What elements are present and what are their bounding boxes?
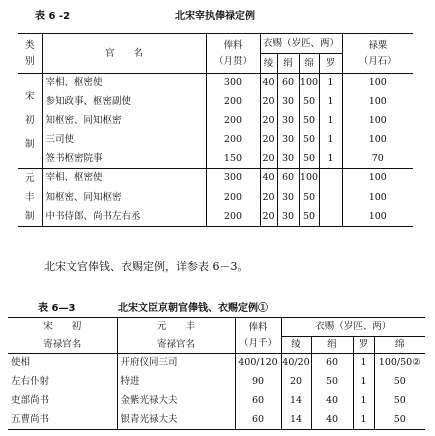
table1-label: 表 6 -2 bbox=[35, 11, 71, 22]
table1-cell-juan: 30 bbox=[277, 112, 299, 131]
table1-group2-label: 元 丰 制 bbox=[24, 173, 35, 222]
table1-cell-mian: 50 bbox=[299, 131, 319, 150]
table2-cell-new: 金紫光禄大夫 bbox=[117, 392, 235, 411]
table1-cell-luo: 1 bbox=[319, 74, 342, 93]
table2-title: 北宋文臣京朝官俸钱、衣赐定例① bbox=[118, 303, 268, 314]
table1-cell-salary: 200 bbox=[206, 207, 260, 226]
table2-cell-ling: 14 bbox=[281, 411, 311, 430]
table1-cell-mian: 50 bbox=[299, 150, 319, 169]
table2-cell-salary: 60 bbox=[235, 392, 281, 411]
table2-cell-luo: 1 bbox=[353, 392, 374, 411]
table1-cell-grain: 100 bbox=[368, 134, 387, 146]
table2-cell-old: 吏部尚书 bbox=[8, 392, 117, 411]
table2-cell-new: 银青光禄大夫 bbox=[117, 411, 235, 430]
table2-cell-ling: 40/20 bbox=[281, 354, 311, 373]
table1-cell-juan: 60 bbox=[277, 74, 299, 93]
table1-cell-mian: 100 bbox=[299, 169, 319, 188]
table1-cell-mian: 100 bbox=[299, 74, 319, 93]
table1-cell-juan: 60 bbox=[277, 169, 299, 188]
table1-cell-luo: 1 bbox=[319, 150, 342, 169]
table1-cell-luo: 1 bbox=[319, 112, 342, 131]
table1-cell-office: 宰相、枢密使 bbox=[42, 74, 206, 93]
table1-header-grain bbox=[342, 34, 413, 74]
table2-cell-juan: 40 bbox=[311, 392, 353, 411]
table1-cell-juan: 30 bbox=[277, 131, 299, 150]
table1-cell-grain: 100 bbox=[368, 115, 387, 127]
table1-cell-ling: 40 bbox=[260, 74, 277, 93]
table1-cell-grain: 100 bbox=[368, 191, 387, 203]
table1-group-label bbox=[18, 169, 42, 227]
table1-caption bbox=[35, 7, 395, 21]
table1-header-luo: 罗 bbox=[319, 54, 342, 74]
table2-cell-mian: 50 bbox=[393, 376, 406, 388]
table1-cell-luo bbox=[319, 169, 342, 188]
table2-header-salary-text: 俸料 （月千） bbox=[238, 321, 277, 349]
table1-cell-ling: 20 bbox=[260, 131, 277, 150]
table1-header-mian: 绵 bbox=[299, 54, 319, 74]
body-paragraph: 北宋文官俸钱、衣赐定例，详参表 6－3。 bbox=[44, 260, 249, 273]
table1 bbox=[18, 33, 413, 227]
table1-cell-salary: 200 bbox=[206, 188, 260, 207]
table1-cell-salary: 200 bbox=[206, 93, 260, 112]
table2-cell-salary: 400/120 bbox=[235, 354, 281, 373]
table2-cell-juan: 60 bbox=[311, 354, 353, 373]
table2-cell-new: 开府仪同三司 bbox=[117, 354, 235, 373]
table2-cell-luo: 1 bbox=[353, 354, 374, 373]
table1-header-office: 官 名 bbox=[42, 34, 206, 74]
table1-cell-ling: 20 bbox=[260, 93, 277, 112]
table2-cell-new: 特进 bbox=[117, 373, 235, 392]
table2-cell-salary: 60 bbox=[235, 411, 281, 430]
table2-cell-luo: 1 bbox=[353, 411, 374, 430]
table2-header-yuanfeng: 元 丰 bbox=[117, 318, 235, 337]
table1-cell-office: 三司使 bbox=[42, 131, 206, 150]
table1-cell-luo: 1 bbox=[319, 93, 342, 112]
table1-cell-juan: 30 bbox=[277, 188, 299, 207]
table2-header-clothing: 衣赐（岁匹、两） bbox=[281, 318, 425, 337]
table1-cell-luo bbox=[319, 188, 342, 207]
table1-header-category-text: 类 别 bbox=[24, 39, 35, 67]
table1-cell-office: 宰相、枢密使 bbox=[42, 169, 206, 188]
table2 bbox=[8, 317, 425, 430]
table2-header-yuanfeng-sub: 寄禄官名 bbox=[117, 337, 235, 354]
table2-header-songchu: 宋 初 bbox=[8, 318, 117, 337]
table1-header-juan: 绢 bbox=[277, 54, 299, 74]
table1-cell-juan: 30 bbox=[277, 93, 299, 112]
table2-cell-mian: 50 bbox=[393, 395, 406, 407]
table1-cell-office: 签书枢密院事 bbox=[42, 150, 206, 169]
table2-header-songchu-sub: 寄禄官名 bbox=[8, 337, 117, 354]
table1-cell-ling: 20 bbox=[260, 207, 277, 226]
table1-cell-ling: 40 bbox=[260, 169, 277, 188]
table1-header-salary-text: 俸料 （月贯） bbox=[213, 39, 252, 67]
table1-cell-mian: 50 bbox=[299, 207, 319, 226]
table2-header-mian: 绵 bbox=[374, 337, 425, 354]
table1-header-grain-text: 禄粟 （月石） bbox=[358, 39, 397, 67]
table2-header-salary bbox=[235, 318, 281, 354]
table1-cell-luo bbox=[319, 207, 342, 226]
table2-header-juan: 绢 bbox=[311, 337, 353, 354]
table1-cell-mian: 50 bbox=[299, 188, 319, 207]
table2-cell-ling: 20 bbox=[281, 373, 311, 392]
table2-cell-salary: 90 bbox=[235, 373, 281, 392]
table1-cell-salary: 200 bbox=[206, 112, 260, 131]
table1-header-ling: 绫 bbox=[260, 54, 277, 74]
table1-cell-luo: 1 bbox=[319, 131, 342, 150]
table1-cell-ling: 20 bbox=[260, 112, 277, 131]
table2-header-ling: 绫 bbox=[281, 337, 311, 354]
table1-cell-salary: 300 bbox=[206, 169, 260, 188]
table1-cell-grain: 100 bbox=[368, 77, 387, 89]
table1-title: 北宋宰执俸禄定例 bbox=[175, 11, 255, 22]
table2-label: 表 6—3 bbox=[38, 303, 76, 314]
table1-cell-grain: 100 bbox=[342, 207, 413, 226]
table1-cell-juan: 30 bbox=[277, 207, 299, 226]
table1-cell-ling: 20 bbox=[260, 150, 277, 169]
table1-cell-office: 知枢密、同知枢密 bbox=[42, 188, 206, 207]
table1-cell-office: 知枢密、同知枢密 bbox=[42, 112, 206, 131]
table2-header-luo: 罗 bbox=[353, 337, 374, 354]
table1-cell-ling: 20 bbox=[260, 188, 277, 207]
table2-cell-old: 左右仆射 bbox=[8, 373, 117, 392]
table1-cell-mian: 50 bbox=[299, 112, 319, 131]
table2-cell-mian: 100/50② bbox=[378, 357, 421, 369]
table1-group-label bbox=[18, 74, 42, 169]
table1-header-clothing: 衣赐（岁匹、两） bbox=[260, 34, 342, 54]
table1-header-salary bbox=[206, 34, 260, 74]
table1-cell-grain: 100 bbox=[368, 172, 387, 184]
table2-cell-old: 五曹尚书 bbox=[8, 411, 117, 430]
table2-cell-ling: 14 bbox=[281, 392, 311, 411]
table1-cell-mian: 50 bbox=[299, 93, 319, 112]
table2-caption bbox=[38, 299, 398, 313]
table1-header-category bbox=[18, 34, 42, 74]
table2-cell-luo: 1 bbox=[353, 373, 374, 392]
table1-cell-salary: 200 bbox=[206, 131, 260, 150]
table1-cell-grain: 70 bbox=[342, 150, 413, 169]
table2-cell-old: 使相 bbox=[8, 354, 117, 373]
table1-cell-salary: 150 bbox=[206, 150, 260, 169]
table1-cell-office: 中书侍郎、尚书左右丞 bbox=[42, 207, 206, 226]
table2-cell-juan: 40 bbox=[311, 411, 353, 430]
table1-cell-office: 参知政事、枢密副使 bbox=[42, 93, 206, 112]
table1-group1-label: 宋 初 制 bbox=[24, 91, 35, 150]
table1-cell-juan: 30 bbox=[277, 150, 299, 169]
table2-cell-mian: 50 bbox=[374, 411, 425, 430]
table1-cell-grain: 100 bbox=[368, 96, 387, 108]
table1-cell-salary: 300 bbox=[206, 74, 260, 93]
table2-cell-juan: 50 bbox=[311, 373, 353, 392]
